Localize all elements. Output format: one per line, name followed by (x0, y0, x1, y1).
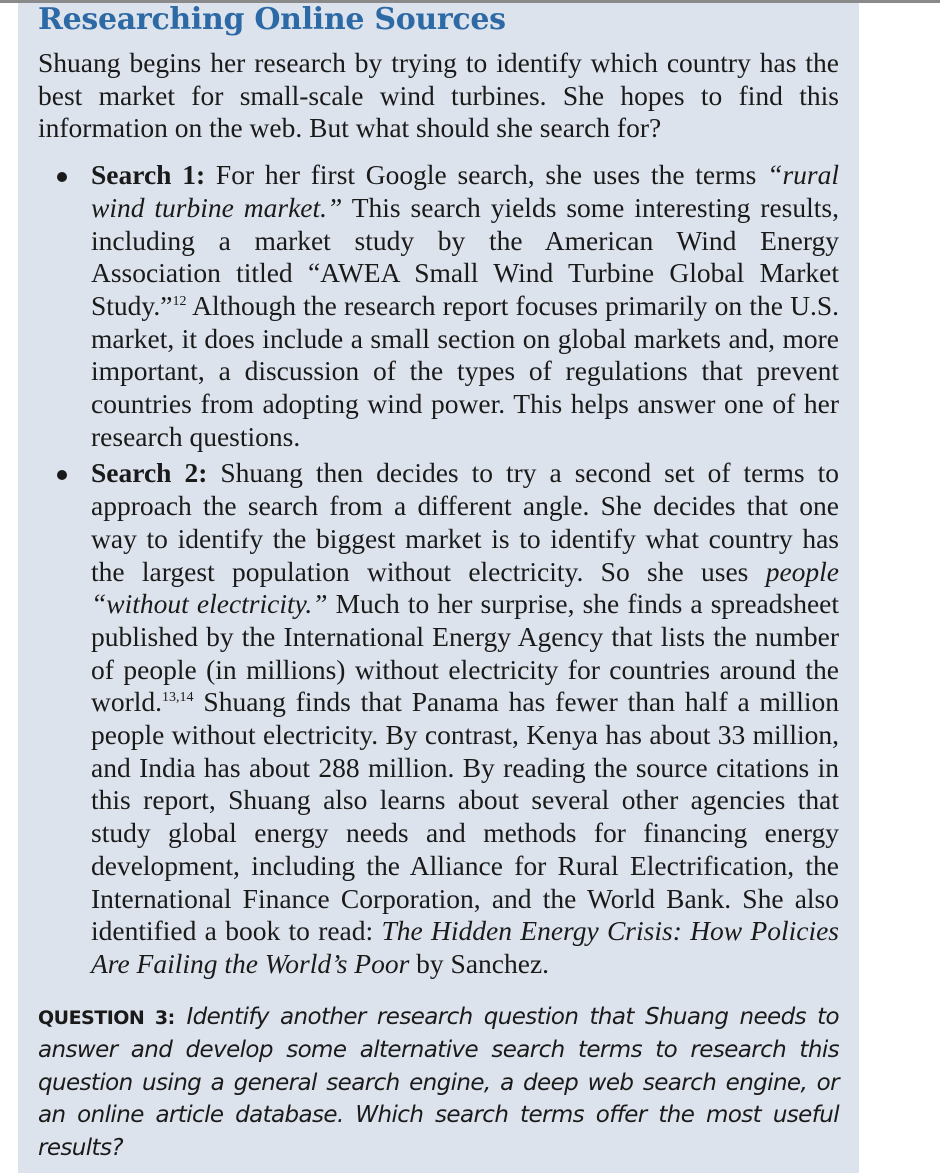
intro-paragraph: Shuang begins her research by trying to identify which country has the best market for small-scale wind turbines. She hopes to find this information on the web. But what should she search for? (38, 47, 839, 144)
bullet-icon (57, 470, 67, 480)
text-run: Shuang finds that Panama has fewer than half a million people without electricity. By contrast, Kenya has about 33 million, and India has about 288 million. By reading the source citations in this report, Shuang also learns about several other agencies that study global energy needs and methods for financing energy development, including the Alliance for Rural Electrification, the International Finance Corporation, and the World Bank. She also identified a book to read: (91, 686, 839, 947)
search-terms: “rural wind turbine market.” (91, 159, 839, 223)
footnote-ref: 13,14 (162, 690, 194, 706)
book-title: The Hidden Energy Crisis: How Policies Are Failing the World’s Poor (91, 915, 839, 979)
search-item-1 (91, 159, 839, 453)
section-title: Researching Online Sources (38, 2, 506, 37)
text-run: Although the research report focuses primarily on the U.S. market, it does include a small section on global markets and, more important, a discussion of the types of regulations that prevent countries from adopting wind power. This helps answer one of her research questions. (91, 289, 839, 452)
text-run: Much to her surprise, she finds a spreadsheet published by the International Energy Agency that lists the number of people (in millions) without electricity for countries around the world. (91, 588, 839, 718)
bullet-icon (57, 172, 67, 182)
text-run: For her first Google search, she uses the terms (205, 159, 768, 191)
text-run: by Sanchez. (409, 947, 550, 979)
search-list (38, 159, 839, 981)
sidebar-box (18, 3, 859, 1173)
search-label: Search 2: (91, 457, 208, 489)
search-terms: people “without electricity.” (91, 555, 839, 620)
text-run: This search yields some interesting results, including a market study by the American Wind Energy Association titled “AWEA Small Wind Turbine Global Market Study.” (91, 191, 839, 321)
question-block (38, 1001, 839, 1165)
question-text: Identify another research question that Shuang needs to answer and develop some alternative search terms to research this question using a general search engine, a deep web search engine, or an online article database. Which search terms offer the most useful results? (38, 1003, 840, 1161)
search-item-2 (91, 457, 839, 980)
text-run: Shuang then decides to try a second set of terms to approach the search from a different angle. She decides that one way to identify the biggest market is to identify what country has the largest population without electricity. So she uses (91, 457, 839, 587)
search-label: Search 1: (91, 159, 206, 191)
footnote-ref: 12 (172, 293, 187, 309)
question-label: QUESTION 3: (38, 1006, 175, 1029)
